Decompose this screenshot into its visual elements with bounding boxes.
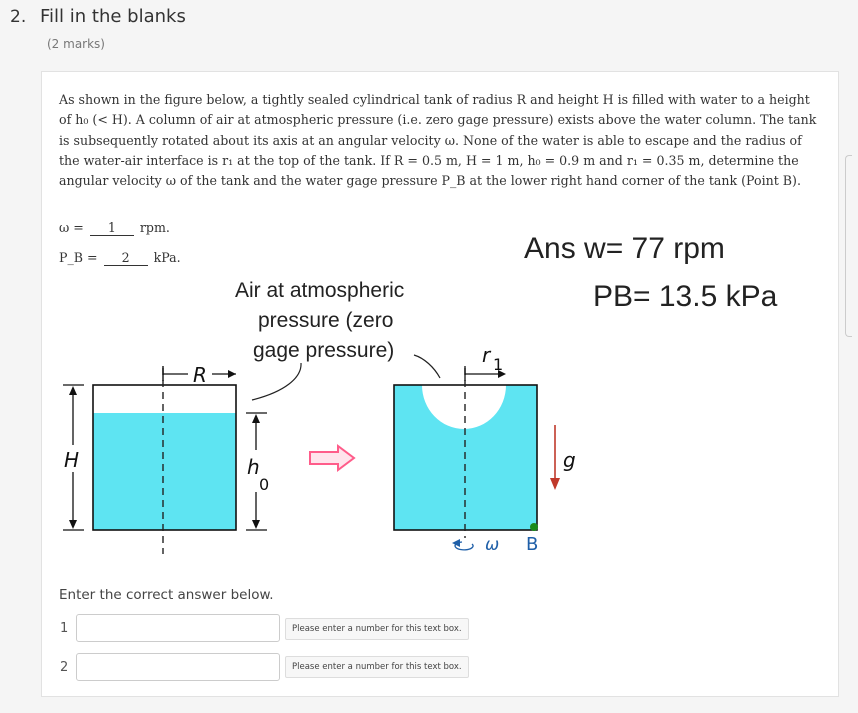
blank-1-marker: 1	[90, 220, 134, 236]
h-label: H	[64, 448, 80, 472]
question-title: Fill in the blanks	[40, 6, 186, 27]
r1-label: r	[482, 343, 491, 367]
answer-row-2-number: 2	[60, 660, 69, 675]
blank-2-marker: 2	[104, 250, 148, 266]
question-card	[41, 71, 839, 697]
blank-2-prefix: P_B =	[59, 250, 98, 265]
r-dim-arrowhead	[228, 370, 236, 378]
blank-1-suffix: rpm.	[139, 220, 170, 235]
point-b-label: B	[526, 534, 539, 555]
omega-label: ω	[485, 535, 500, 555]
r-label: R	[193, 363, 207, 387]
h0-subscript: 0	[259, 475, 270, 494]
answer-input-2[interactable]	[76, 653, 280, 681]
point-b-marker	[530, 523, 538, 531]
h-arrow-up	[69, 386, 77, 395]
answer-hint-1: Please enter a number for this text box.	[285, 618, 469, 640]
h-arrow-down	[69, 520, 77, 529]
transition-arrow	[310, 446, 354, 470]
h0-arrow-up	[252, 414, 260, 423]
handwritten-answer-pressure: PB= 13.5 kPa	[593, 280, 778, 313]
answer-prompt: Enter the correct answer below.	[59, 587, 274, 603]
r1-subscript: 1	[493, 355, 504, 374]
air-leader-left	[252, 363, 301, 400]
air-label-line-1: Air at atmospheric	[235, 279, 405, 302]
h0-label: h	[247, 455, 260, 479]
rotation-arrowhead	[452, 539, 460, 547]
tank-diagram	[42, 72, 840, 572]
answer-hint-2: Please enter a number for this text box.	[285, 656, 469, 678]
air-leader-right	[414, 355, 440, 378]
h0-arrow-down	[252, 520, 260, 529]
side-panel-tab[interactable]	[845, 155, 852, 337]
handwritten-answer-omega: Ans w= 77 rpm	[524, 232, 725, 265]
answer-input-1[interactable]	[76, 614, 280, 642]
question-number: 2.	[10, 7, 27, 27]
air-label-line-3: gage pressure)	[253, 339, 395, 362]
air-label-line-2: pressure (zero	[258, 309, 394, 332]
left-tank-water	[93, 413, 236, 530]
gravity-label: g	[563, 448, 576, 472]
blank-1-prefix: ω =	[59, 220, 84, 235]
gravity-arrowhead	[550, 478, 560, 490]
problem-text: As shown in the figure below, a tightly sealed cylindrical tank of radius R and height H is filled with water to a height of h₀ (< H). A column of air at atmospheric pressure (i.e. zero gage pressure) exists above the water column. The tank is subsequently rotated about its axis at an angular velocity ω. None of the water is able to escape and the radius of the water-air interface is r₁ at the top of the tank. If R = 0.5 m, H = 1 m, h₀ = 0.9 m and r₁ = 0.35 m, determine the angular velocity ω of the tank and the water gage pressure P_B at the lower right hand corner of the tank (Point B).	[59, 92, 817, 189]
answer-row-1-number: 1	[60, 621, 69, 636]
question-marks: (2 marks)	[47, 37, 105, 51]
blank-2-suffix: kPa.	[153, 250, 181, 265]
